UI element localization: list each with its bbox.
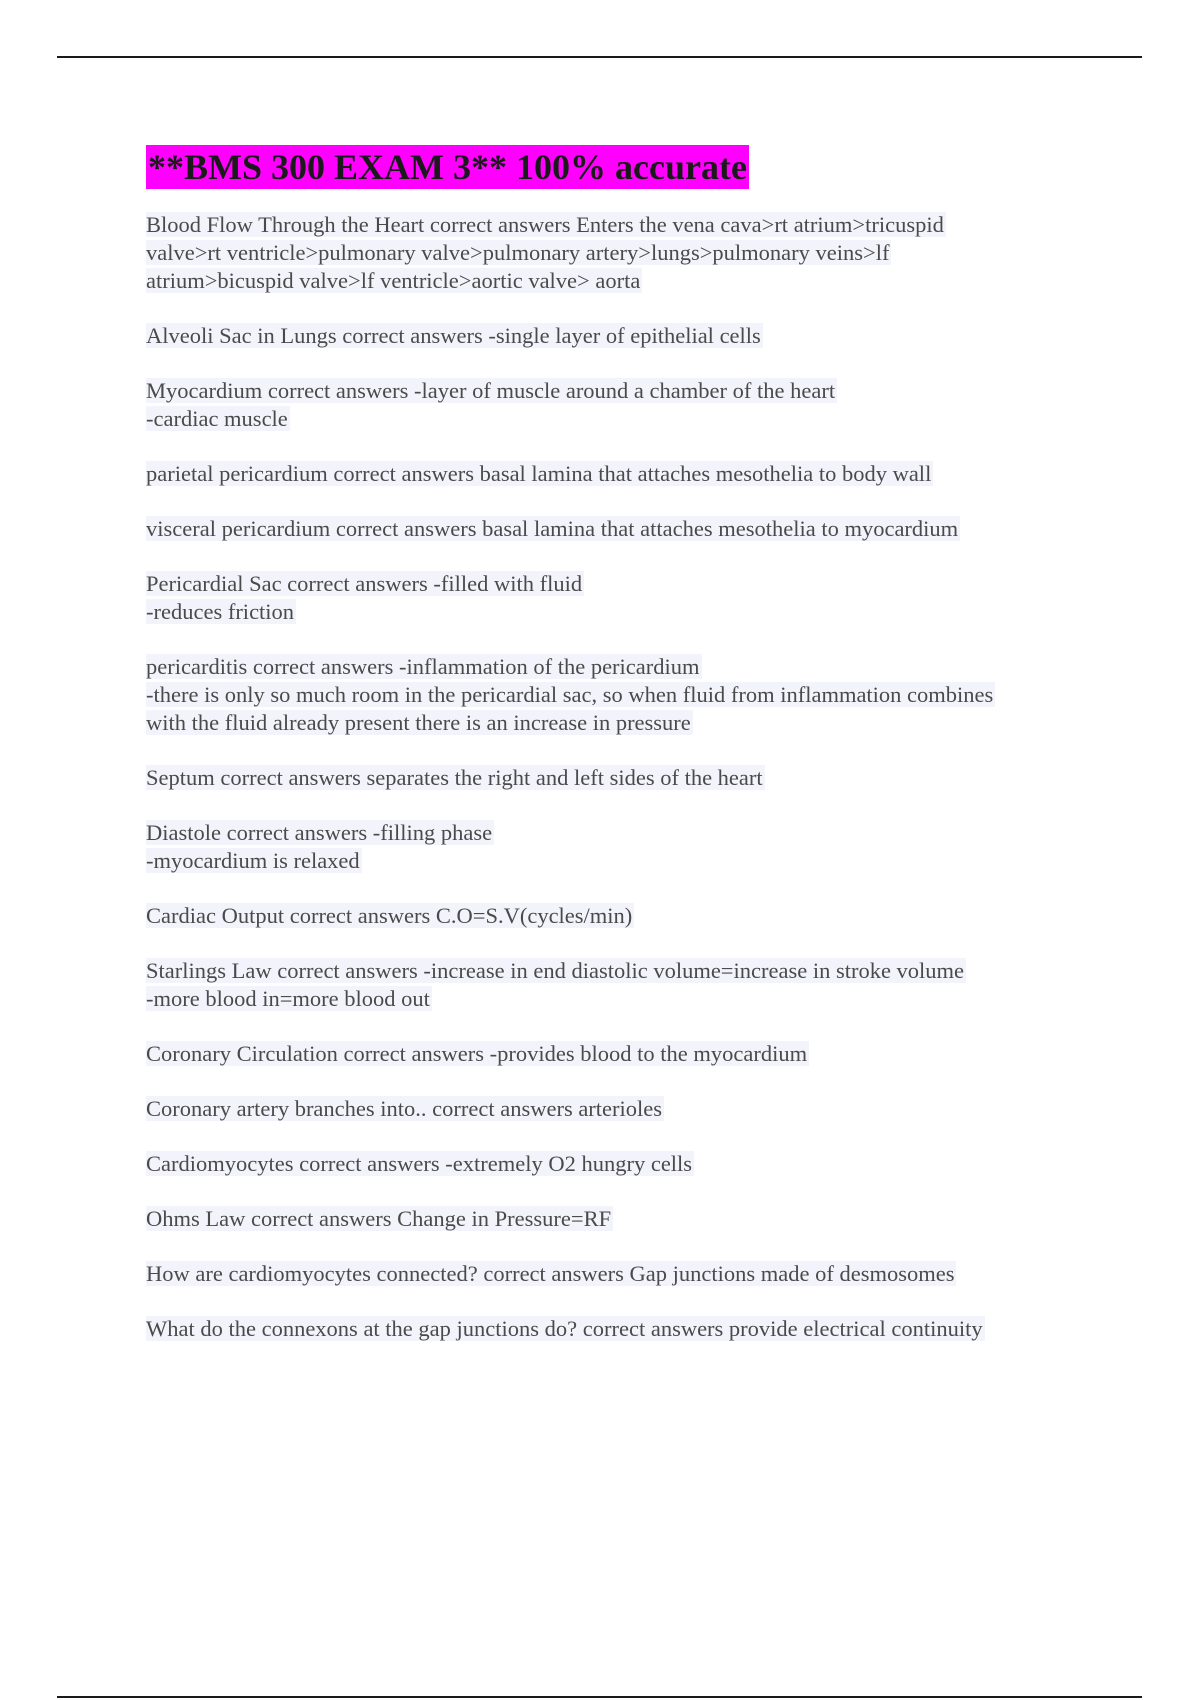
qa-item — [146, 1150, 1066, 1178]
qa-line — [146, 681, 1066, 709]
qa-line — [146, 570, 1066, 598]
qa-list — [146, 211, 1066, 1343]
qa-line-text: -there is only so much room in the pericardial sac, so when fluid from inflammation combines — [146, 682, 994, 707]
qa-line-text: How are cardiomyocytes connected? correct answers Gap junctions made of desmosomes — [146, 1261, 955, 1286]
qa-line — [146, 1205, 1066, 1233]
qa-line-text: -reduces friction — [146, 599, 295, 624]
qa-line — [146, 1260, 1066, 1288]
qa-line — [146, 377, 1066, 405]
qa-line — [146, 902, 1066, 930]
qa-item — [146, 1040, 1066, 1068]
qa-item — [146, 377, 1066, 433]
qa-line-text: visceral pericardium correct answers basal lamina that attaches mesothelia to myocardium — [146, 516, 959, 541]
qa-line — [146, 598, 1066, 626]
qa-item — [146, 1095, 1066, 1123]
qa-line-text: -more blood in=more blood out — [146, 986, 430, 1011]
qa-line-text: Septum correct answers separates the right and left sides of the heart — [146, 765, 763, 790]
qa-line — [146, 957, 1066, 985]
document-body — [146, 145, 1066, 1370]
qa-line-text: -cardiac muscle — [146, 406, 288, 431]
qa-line — [146, 709, 1066, 737]
top-rule — [57, 56, 1142, 58]
qa-line — [146, 211, 1066, 239]
qa-line-text: with the fluid already present there is an increase in pressure — [146, 710, 691, 735]
qa-item — [146, 957, 1066, 1013]
qa-line — [146, 819, 1066, 847]
qa-line — [146, 847, 1066, 875]
qa-line — [146, 985, 1066, 1013]
qa-item — [146, 322, 1066, 350]
qa-line-text: Blood Flow Through the Heart correct answers Enters the vena cava>rt atrium>tricuspid — [146, 212, 944, 237]
qa-line — [146, 653, 1066, 681]
qa-item — [146, 1205, 1066, 1233]
qa-line-text: What do the connexons at the gap junctions do? correct answers provide electrical continuity — [146, 1316, 983, 1341]
qa-item — [146, 211, 1066, 295]
qa-item — [146, 570, 1066, 626]
qa-line — [146, 515, 1066, 543]
qa-line — [146, 764, 1066, 792]
qa-line-text: Diastole correct answers -filling phase — [146, 820, 493, 845]
qa-line — [146, 1150, 1066, 1178]
qa-line-text: Alveoli Sac in Lungs correct answers -single layer of epithelial cells — [146, 323, 761, 348]
qa-line-text: Pericardial Sac correct answers -filled with fluid — [146, 571, 583, 596]
qa-line — [146, 405, 1066, 433]
qa-item — [146, 819, 1066, 875]
qa-item — [146, 515, 1066, 543]
qa-line-text: Coronary Circulation correct answers -provides blood to the myocardium — [146, 1041, 808, 1066]
qa-item — [146, 1315, 1066, 1343]
qa-item — [146, 1260, 1066, 1288]
qa-item — [146, 460, 1066, 488]
qa-line-text: Cardiomyocytes correct answers -extremely O2 hungry cells — [146, 1151, 693, 1176]
qa-line-text: Coronary artery branches into.. correct answers arterioles — [146, 1096, 663, 1121]
qa-line — [146, 1040, 1066, 1068]
qa-line-text: Cardiac Output correct answers C.O=S.V(cycles/min) — [146, 903, 633, 928]
qa-line — [146, 460, 1066, 488]
qa-line — [146, 267, 1066, 295]
qa-line-text: -myocardium is relaxed — [146, 848, 360, 873]
qa-line — [146, 322, 1066, 350]
qa-item — [146, 764, 1066, 792]
qa-line — [146, 1315, 1066, 1343]
qa-item — [146, 653, 1066, 737]
qa-line-text: Starlings Law correct answers -increase in end diastolic volume=increase in stroke volume — [146, 958, 965, 983]
qa-line-text: Myocardium correct answers -layer of muscle around a chamber of the heart — [146, 378, 836, 403]
qa-line-text: atrium>bicuspid valve>lf ventricle>aortic valve> aorta — [146, 268, 641, 293]
qa-line-text: Ohms Law correct answers Change in Pressure=RF — [146, 1206, 612, 1231]
qa-line-text: valve>rt ventricle>pulmonary valve>pulmonary artery>lungs>pulmonary veins>lf — [146, 240, 890, 265]
qa-line-text: parietal pericardium correct answers basal lamina that attaches mesothelia to body wall — [146, 461, 932, 486]
qa-item — [146, 902, 1066, 930]
document-title: **BMS 300 EXAM 3** 100% accurate — [148, 147, 747, 187]
qa-line — [146, 1095, 1066, 1123]
qa-line — [146, 239, 1066, 267]
qa-line-text: pericarditis correct answers -inflammation of the pericardium — [146, 654, 700, 679]
bottom-rule — [57, 1696, 1142, 1698]
